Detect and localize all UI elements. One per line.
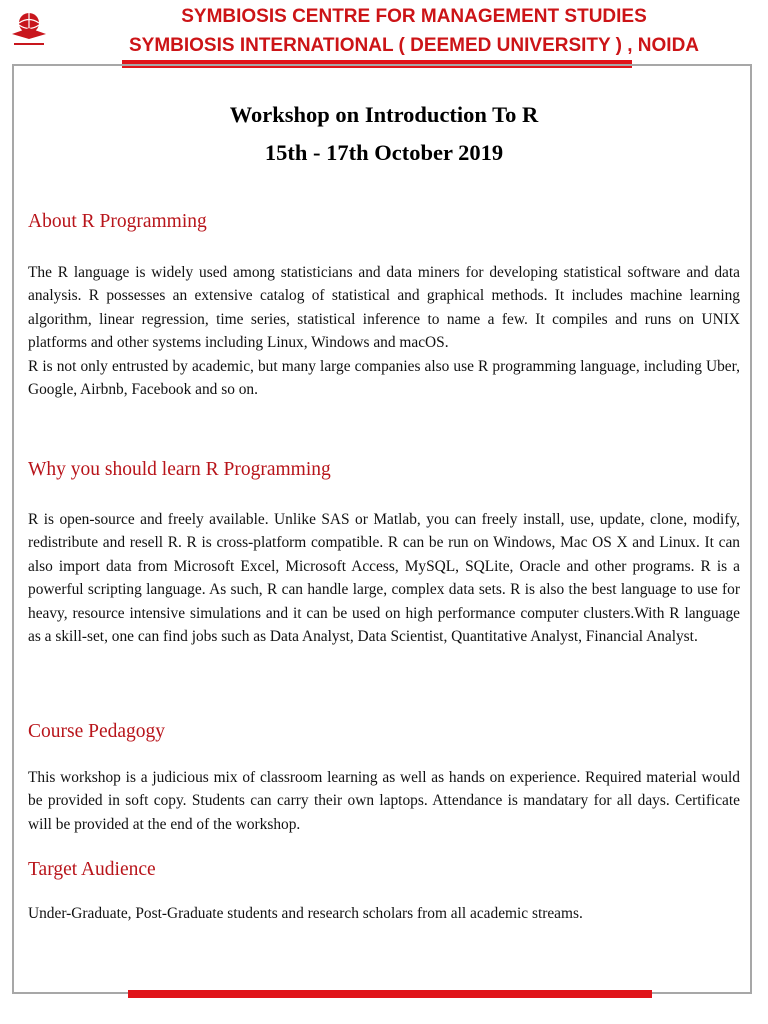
- workshop-dates: 15th - 17th October 2019: [264, 140, 504, 165]
- section-body-pedagogy: [28, 766, 740, 836]
- workshop-title: Workshop on Introduction To R: [229, 102, 539, 127]
- header: [0, 4, 768, 62]
- org-name-line-2: SYMBIOSIS INTERNATIONAL ( DEEMED UNIVERSITY ) , NOIDA: [128, 35, 700, 56]
- why-learn-paragraph: R is open-source and freely available. Unlike SAS or Matlab, you can freely install, use, update, clone, modify, redistribute and resell R. R is cross-platform compatible. R can be run on Windows, Mac OS X and Linux. It can also import data from Microsoft Excel, Microsoft Access, MySQL, SQLite, Oracle and other programs. R is a powerful scripting language. As such, R can handle large, complex data sets. R is also the best language to use for heavy, resource intensive simulations and it can be used on high performance computer clusters.With R language as a skill-set, one can find jobs such as Data Analyst, Data Scientist, Quantitative Analyst, Financial Analyst.: [28, 511, 740, 646]
- org-name-line-1: SYMBIOSIS CENTRE FOR MANAGEMENT STUDIES: [181, 6, 647, 27]
- section-body-about: [28, 261, 740, 401]
- section-heading-about: About R Programming: [28, 211, 207, 232]
- audience-paragraph: Under-Graduate, Post-Graduate students and research scholars from all academic streams.: [28, 905, 583, 922]
- about-paragraph-1: The R language is widely used among statisticians and data miners for developing statistical software and data analysis. R possesses an extensive catalog of statistical and graphical methods. It includes machine learning algorithm, linear regression, time series, statistical inference to name a few. It compiles and runs on UNIX platforms and other systems including Linux, Windows and macOS.: [28, 264, 740, 352]
- section-heading-pedagogy: Course Pedagogy: [28, 721, 166, 742]
- pedagogy-paragraph: This workshop is a judicious mix of classroom learning as well as hands on experience. Required material would be provided in soft copy. Students can carry their own laptops. Attendance is mandatary for all days. Certificate will be provided at the end of the workshop.: [28, 769, 740, 833]
- section-heading-audience: Target Audience: [28, 859, 156, 880]
- symbiosis-globe-logo-icon: [6, 8, 52, 54]
- about-paragraph-2: R is not only entrusted by academic, but many large companies also use R programming language, including Uber, Google, Airbnb, Facebook and so on.: [28, 357, 740, 399]
- bottom-red-bar: [128, 990, 652, 998]
- section-body-audience: [28, 902, 740, 925]
- section-body-why-learn: [28, 508, 740, 648]
- section-heading-why-learn: Why you should learn R Programming: [28, 459, 331, 480]
